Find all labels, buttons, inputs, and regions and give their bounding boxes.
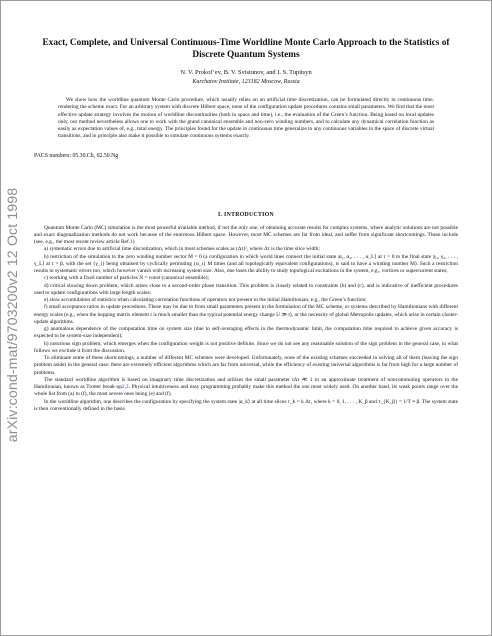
body-paragraph [34,377,458,399]
author-list: N. V. Prokof’ev, B. V. Svistunov, and I. S. Tupitsyn [180,69,312,76]
paragraph-text: Quantum Monte Carlo (MC) simulation is the most powerful available method, if not the only one, of obtaining accurate results for complex systems, where analytic solutions are not possible and exact diagonalization methods do not work because of the enormous Hilbert space. However, most MC schemes are far from ideal, and suffer from significant shortcomings. These include (see, e.g., the most recent review article Ref. [34,224,458,245]
paper-page [34,38,458,413]
paper-title: Exact, Complete, and Universal Continuous-Time Worldline Monte Carlo Approach to the Statistics of Discrete Quantum Systems [42,38,450,60]
list-item-d: d) critical slowing down problem, which arises close to a second-order phase transition. This problem is closely related to constraints (b) and (c), and is indicative of inefficient procedures used to update configurations with large length scales; [34,282,458,296]
list-item-e: e) slow accumulation of statistics when calculating correlation functions of operators not present in the initial Hamiltonian, e.g., the Green’s function; [44,297,367,303]
list-item-c: c) working with a fixed number of particles N = const (canonical ensemble); [44,275,210,282]
paragraph-text: ) [132,239,135,245]
list-item-g: g) anomalous dependence of the computation time on system size (due to self-averaging effects in the thermodynamic limit, the computation time required to achieve given accuracy is expected to be system-size independent); [34,326,458,340]
list-item-b: b) restriction of the simulation to the zero winding number sector M = 0 (a configuration in which world lines connect the initial state |α₁, α₂, . . . , α_L⟩ at τ = 0 to the final state |γ₁, γ₂, . . . , γ_L⟩ at τ = β, with the set {γ_i} being obtained by cyclically permuting {α_i} M times (and all topologically equivalent configurations), is said to have a winding number M). Such a restriction results in systematic errors too, which however vanish with increasing system size. Also, one loses the ability to study topological excitations in the system, e.g., vortices or supercurrent states; [34,253,458,274]
abstract: We show how the worldline quantum Monte Carlo procedure, which usually relies on an artificial time discretization, can be formulated directly in continuous time, rendering the scheme exact. For an arbitrary system with discrete Hilbert space, none of the configuration update procedures contains small parameters. We find that the most effective update strategy involves the motion of worldline discontinuities (both in space and time), i.e., the evaluation of the Green’s function. Being based on local updates only, our method nevertheless allows one to work with the grand canonical ensemble and non-zero winding numbers, and to calculate any dynamical correlation function as easily as expectation values of, e.g., total energy. The principles found for the update in continuous time generalize to any continuous variables in the space of discrete virtual transitions, and in principle also make it possible to simulate continuous systems exactly. [58,97,434,140]
arxiv-stamp[interactable] [1,155,25,475]
section-heading-introduction: I. INTRODUCTION [217,211,275,218]
citation-link[interactable]: 2,3 [121,384,129,390]
intro-paragraph [34,225,458,247]
list-item-h: h) notorious sign problem, which emerges when the configuration weight is not positive definite. Since we do not see any reasonable solution of the sign problem in the general case, in what follows we exclude it from the discussion. [34,340,458,354]
introduction-body [34,225,458,414]
body-paragraph: In the worldline algorithm, one describes the configuration by specifying the system state |α_k⟩ at all time slices τ_k = k Δτ, where k = 0, 1, . . . , K_β and τ_{K_β} = 1/T ≡ β. The system state is then conventionally defined in the basis [34,398,458,412]
pacs-numbers: PACS numbers: 05.30.Ch, 02.50.Ng [34,152,119,159]
list-item-a: a) systematic errors due to artificial time discretization, which in most schemes scales as (Δτ)², where Δτ is the time slice width; [44,246,320,253]
body-paragraph: To eliminate some of these shortcomings, a number of different MC schemes were developed. Unfortunately, none of the existing schemes succeeded in solving all of them (leaving the sign problem aside) in the general case: there are extremely efficient algorithms which are far from universal, while the efficiency of existing universal algorithms is far from high for a large number of problems. [34,355,458,376]
arxiv-stamp-text[interactable]: arXiv:cond-mat/9703200v2 12 Oct 1998 [5,187,21,443]
paragraph-text: The standard worldline algorithm is based on imaginary time discretization and utilizes the small parameter tΔτ ≪ 1 in an approximate treatment of noncommuting operators in the Hamiltonian, known as Trotter break-up [34,376,458,390]
affiliation: Kurchatov Institute, 123182 Moscow, Russia [192,79,300,85]
citation-link[interactable]: 1 [130,239,133,245]
paragraph-text: . Physical intuitiveness and easy programming probably make this method the one most widely used. On another hand, its weak points range over the whole list from (a) to (f), the most severe ones being (e) and (f). [34,384,458,398]
list-item-f: f) small acceptance ratios in update procedures. These may be due to from small parameters present in the formulation of the MC scheme, or systems described by Hamiltonians with different energy scales (e.g., when the hopping matrix element t is much smaller than the typical potential energy change U ≫ t), or the necessity of global Metropolis updates, which arise in certain cluster-update algorithms. [34,304,458,325]
